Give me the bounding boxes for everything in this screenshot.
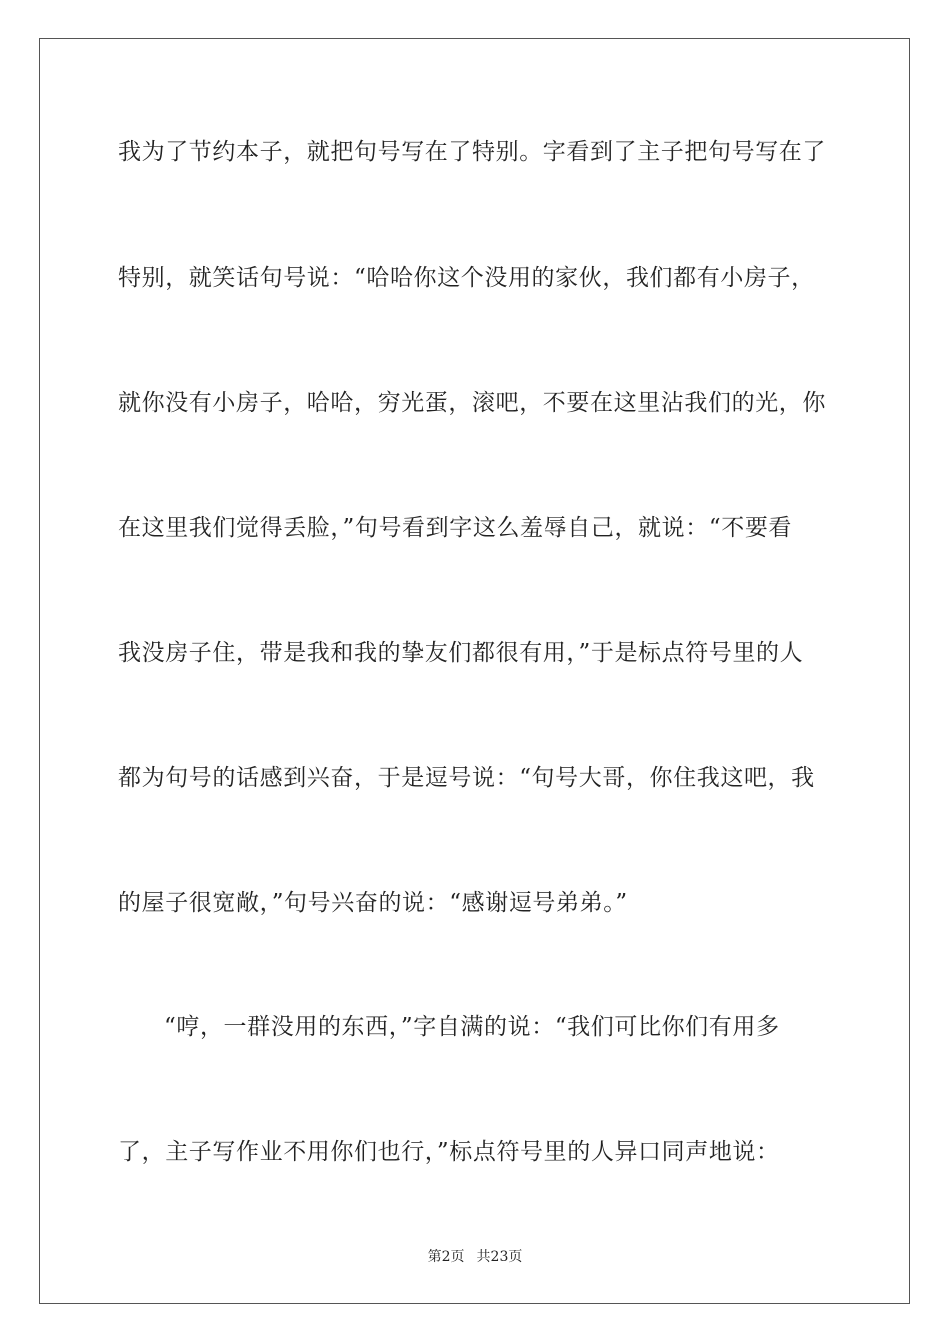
- paragraph-start-line: “哼，一群没用的东西，”字自满的说：“我们可比你们有用多: [164, 1014, 780, 1040]
- body-text-line: 就你没有小房子，哈哈，穷光蛋，滚吧，不要在这里沾我们的光，你: [118, 390, 826, 416]
- page-border: [39, 38, 910, 1304]
- body-text-line: 在这里我们觉得丢脸，”句号看到字这么羞辱自己，就说：“不要看: [118, 515, 793, 541]
- page-total: 共23页: [476, 1249, 523, 1265]
- body-text-line: 的屋子很宽敞，”句号兴奋的说：“感谢逗号弟弟。”: [118, 890, 628, 916]
- page-footer: [0, 1248, 950, 1266]
- body-text-line: 都为句号的话感到兴奋，于是逗号说：“句号大哥，你住我这吧，我: [118, 765, 815, 791]
- page-number: 第2页: [427, 1249, 465, 1265]
- body-text-line: 我没房子住，带是我和我的挚友们都很有用，”于是标点符号里的人: [118, 640, 804, 666]
- body-text-line: 特别，就笑话句号说：“哈哈你这个没用的家伙，我们都有小房子，: [118, 265, 815, 291]
- body-text-line: 了，主子写作业不用你们也行，”标点符号里的人异口同声地说：: [118, 1139, 780, 1165]
- body-text-line: 我为了节约本子，就把句号写在了特别。字看到了主子把句号写在了: [118, 139, 826, 165]
